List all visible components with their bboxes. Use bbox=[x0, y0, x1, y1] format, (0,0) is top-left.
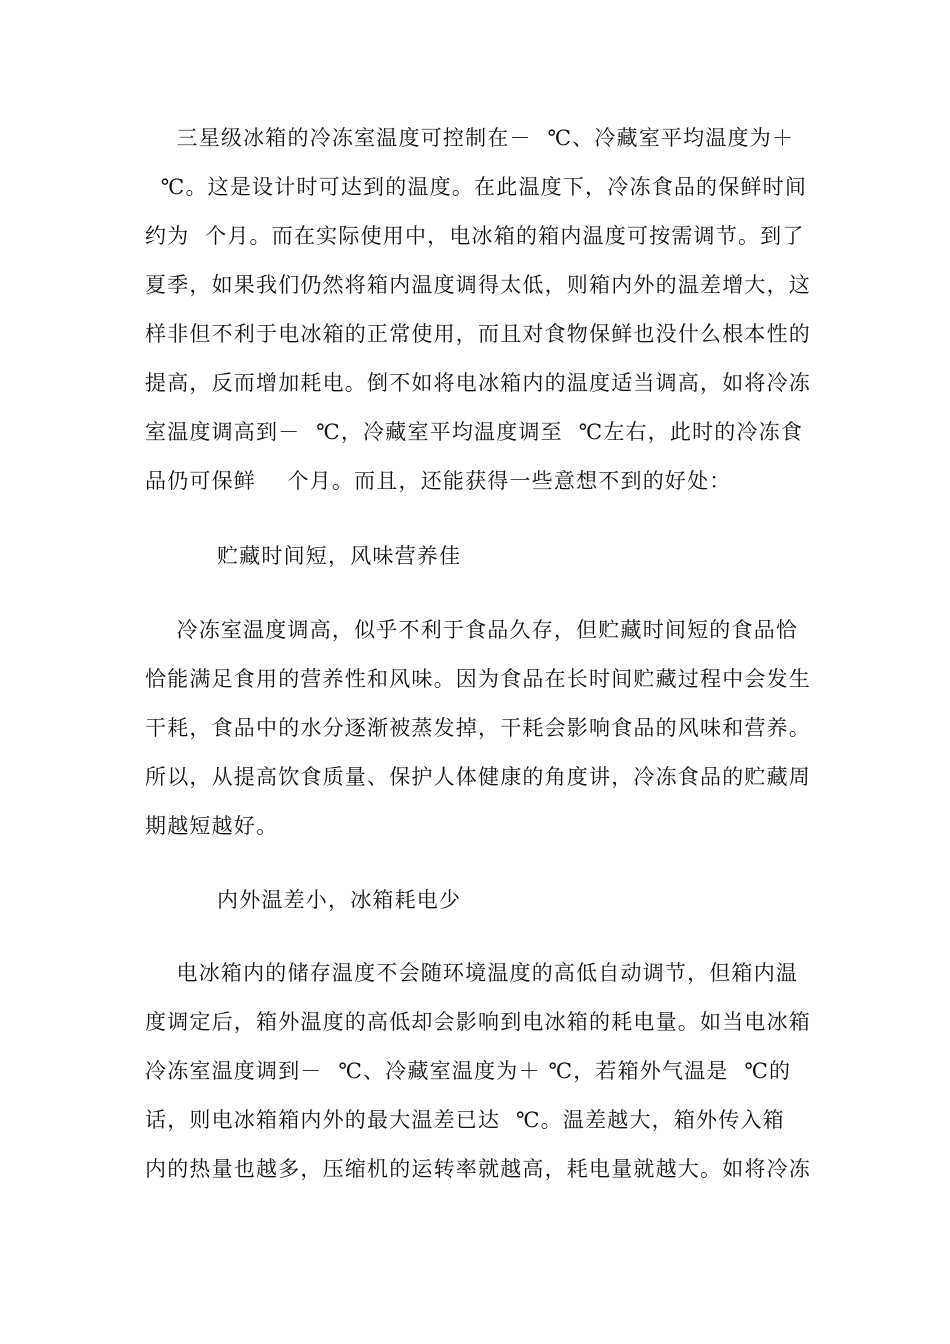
paragraph-line: 样非但不利于电冰箱的正常使用，而且对食物保鲜也没什么根本性的 bbox=[145, 322, 811, 346]
section-heading: 贮藏时间短，风味营养佳 bbox=[217, 544, 462, 568]
section-heading: 内外温差小，冰箱耗电少 bbox=[217, 888, 462, 912]
paragraph-line: 期越短越好。 bbox=[145, 814, 279, 838]
paragraph-line: 干耗，食品中的水分逐渐被蒸发掉，干耗会影响食品的风味和营养。 bbox=[145, 716, 811, 740]
paragraph-line: ℃。这是设计时可达到的温度。在此温度下，冷冻食品的保鲜时间 bbox=[145, 175, 808, 199]
paragraph-line: 电冰箱内的储存温度不会随环境温度的高低自动调节，但箱内温 bbox=[145, 961, 799, 985]
paragraph-line: 品仍可保鲜 个月。而且，还能获得一些意想不到的好处： bbox=[145, 469, 732, 493]
paragraph-line: 约为 个月。而在实际使用中，电冰箱的箱内温度可按需调节。到了 bbox=[145, 224, 805, 248]
paragraph-line: 话，则电冰箱箱内外的最大温差已达 ℃。温差越大，箱外传入箱 bbox=[145, 1108, 785, 1132]
paragraph-line: 度调定后，箱外温度的高低却会影响到电冰箱的耗电量。如当电冰箱 bbox=[145, 1010, 811, 1034]
paragraph-line: 所以，从提高饮食质量、保护人体健康的角度讲，冷冻食品的贮藏周 bbox=[145, 765, 811, 789]
paragraph-line: 三星级冰箱的冷冻室温度可控制在－ ℃、冷藏室平均温度为＋ bbox=[145, 126, 795, 150]
paragraph-line: 冷冻室温度调高，似乎不利于食品久存，但贮藏时间短的食品恰 bbox=[145, 618, 799, 642]
paragraph-line: 冷冻室温度调到－ ℃、冷藏室温度为＋ ℃，若箱外气温是 ℃的 bbox=[145, 1059, 792, 1083]
paragraph-line: 内的热量也越多，压缩机的运转率就越高，耗电量就越大。如将冷冻 bbox=[145, 1157, 811, 1181]
paragraph-line: 室温度调高到－ ℃，冷藏室平均温度调至 ℃左右，此时的冷冻食 bbox=[145, 420, 804, 444]
paragraph-line: 恰能满足食用的营养性和风味。因为食品在长时间贮藏过程中会发生 bbox=[145, 667, 811, 691]
paragraph-line: 夏季，如果我们仍然将箱内温度调得太低，则箱内外的温差增大，这 bbox=[145, 273, 811, 297]
paragraph-line: 提高，反而增加耗电。倒不如将电冰箱内的温度适当调高，如将冷冻 bbox=[145, 371, 811, 395]
